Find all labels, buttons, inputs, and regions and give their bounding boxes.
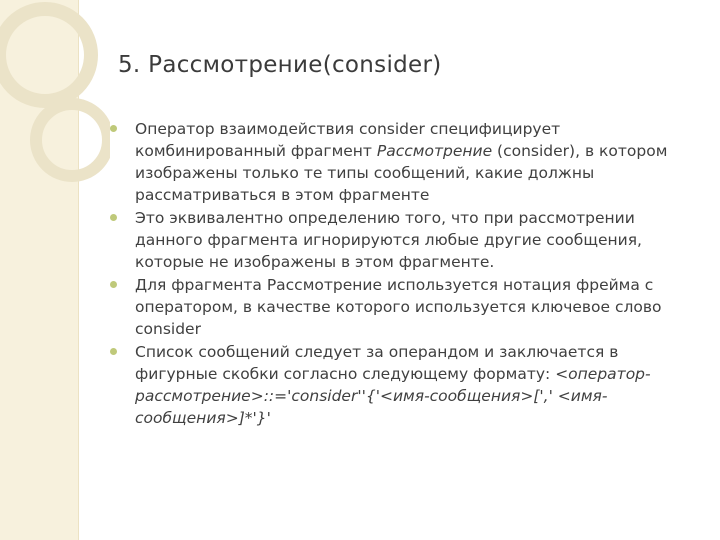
bullet-item-1 [118,118,700,206]
bullet-item-3 [118,274,700,340]
bullet-2-text: Это эквивалентно определению того, что при рассмотрении данного фрагмента игнорируются любые другие сообщения, которые не изображены в этом фрагменте. [135,209,642,271]
bullet-marker [110,125,117,132]
bullet-item-2 [118,207,700,273]
decorative-side-band [0,0,79,540]
bullet-marker [110,281,117,288]
bullet-marker [110,214,117,221]
bullet-1-text-a: Оператор взаимодействия consider специфицирует комбинированный фрагмент [135,120,561,160]
slide-title: 5. Рассмотрение(consider) [118,52,442,78]
bullet-text [135,343,651,427]
bullet-3-text: Для фрагмента Рассмотрение используется нотация фрейма с оператором, в качестве которого используется ключевое слово consider [135,276,662,338]
bullet-4-text-a: Список сообщений следует за операндом и заключается в фигурные скобки согласно следующему формату: [135,343,619,383]
bullet-item-4 [118,341,700,429]
bullet-1-text-c: (consider), в котором изображены только те типы сообщений, какие должны рассматриваться в этом фрагменте [135,142,668,204]
bullet-1-text-b: Рассмотрение [376,142,493,160]
bullet-text [135,120,667,204]
bullet-list [118,118,700,429]
bullet-4-format: <оператор-рассмотрение>::='consider''{'<имя-сообщения>[',' <имя-сообщения>]*'}' [135,365,651,427]
bullet-marker [110,348,117,355]
